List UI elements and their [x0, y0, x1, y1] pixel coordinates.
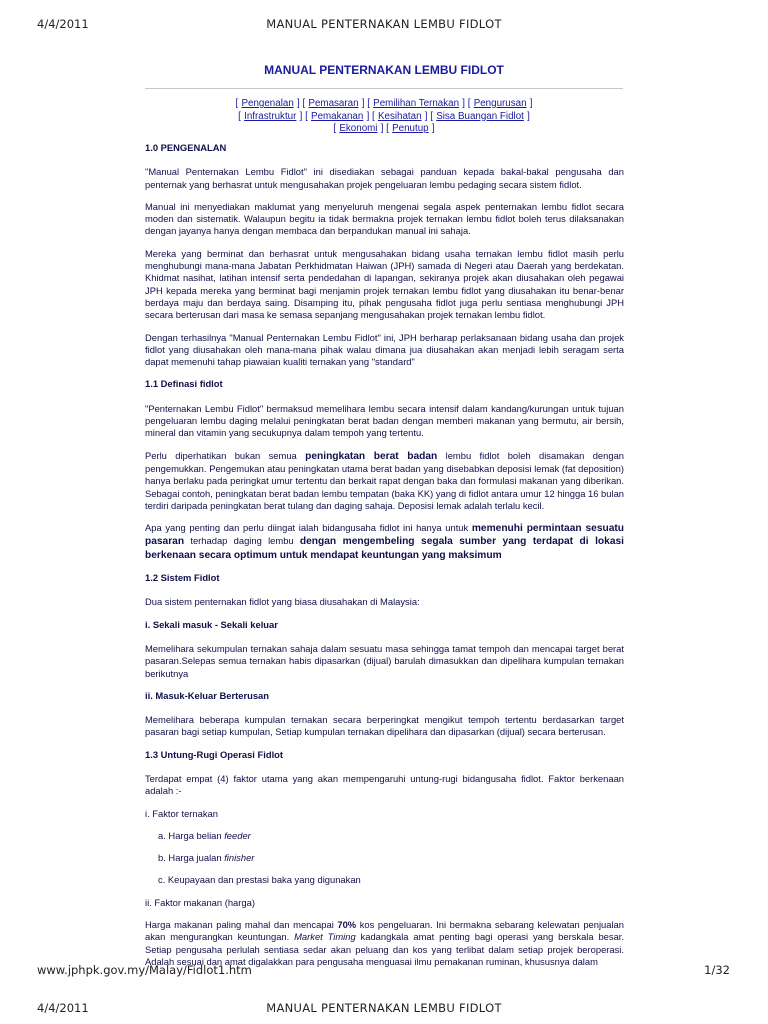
page-header [0, 14, 768, 34]
nav-link-pemilihan-ternakan[interactable]: Pemilihan Ternakan [373, 98, 460, 109]
paragraph: Dua sistem penternakan fidlot yang biasa diusahakan di Malaysia: [145, 596, 420, 608]
paragraph: Perlu diperhatikan bukan semua peningkatan berat badan lembu fidlot boleh disamakan dengan pengemukkan. Pengemukan atau peningkatan utama berat badan yang disebabkan deposisi lemak (fat deposition) hanya berlaku pada peringkat umur tertentu dan berkait rapat dengan baka dan formulasi makanan yang diberikan. Sebagai contoh, peningkatan berat badan lembu tempatan (baka KK) yang di fidlot antara umur 12 hingga 16 bulan terdiri daripada peningkatan berat tulang dan daging sahaja. Deposisi lemak adalah terlalu kecil. [145, 449, 624, 511]
paragraph: Harga makanan paling mahal dan mencapai 70% kos pengeluaran. Ini bermakna sebarang kelewatan penjualan akan mengurangkan keuntungan. Market Timing kadangkala amat penting bagi operasi yang berskala besar. Setiap pengusaha perlulah sentiasa sedar akan peluang dan kos yang terlibat dalam setiap projek beroperasi. Adalah sesuai dan amat digalakkan para pengusaha menguasai ilmu pemakanan ruminan, khususnya dalam [145, 919, 625, 967]
paragraph: Memelihara sekumpulan ternakan sahaja dalam sesuatu masa sehingga tamat tempoh dan mencapai target berat pasaran.Selepas semua ternakan habis dipasarkan (dijual) barulah dimasukkan dan dipelihara kumpulan ternakan berikutnya [145, 642, 624, 679]
nav-link-penutup[interactable]: Penutup [392, 123, 429, 134]
nav-link-pengenalan[interactable]: Pengenalan [241, 98, 294, 109]
list-item: c. Keupayaan dan prestasi baka yang digunakan [158, 874, 361, 886]
nav-row-1: [ Pengenalan ] [ Pemasaran ] [ Pemilihan Ternakan ] [ Pengurusan ] [235, 98, 533, 109]
list-item: ii. Faktor makanan (harga) [145, 896, 255, 908]
page-number: 1/32 [704, 963, 730, 977]
nav-link-pemakanan[interactable]: Pemakanan [311, 110, 364, 122]
title-divider [145, 88, 623, 89]
nav-link-sisa-buangan-fidlot[interactable]: Sisa Buangan Fidlot [436, 110, 524, 122]
paragraph: Terdapat empat (4) faktor utama yang akan mempengaruhi untung-rugi bidangusaha fidlot. Faktor berkenaan adalah :- [145, 772, 624, 797]
paragraph: Apa yang penting dan perlu diingat ialah bidangusaha fidlot ini hanya untuk memenuhi permintaan sesuatu pasaran terhadap daging lembu dengan mengembeling segala sumber yang terdapat di lokasi berkenaan secara optimum untuk mendapat keuntungan yang maksimum [145, 522, 624, 561]
nav-link-pengurusan[interactable]: Pengurusan [473, 98, 527, 109]
paragraph: Mereka yang berminat dan berhasrat untuk mengusahakan bidang usaha ternakan lembu fidlot masih perlu menghubungi mana-mana Jabatan Perkhidmatan Haiwan (JPH) samada di Negeri atau Daerah yang berdekatan. Khidmat nasihat, latihan intensif serta pendedahan di lapangan, sekiranya projek akan diusahakan oleh pegawai JPH kepada mereka yang berminat bagi menjamin projek ternakan lembu fidlot yang diusahakan itu benar-benar berdaya maju dan berdaya saing. Disamping itu, pihak pengusaha fidlot juga perlu sentiasa menghubungi JPH secara berterusan dari masa ke semasa sepanjang mengusahakan projek ternakan lembu fidlot. [145, 247, 624, 321]
list-item: a. Harga belian feeder [158, 829, 251, 841]
subheading: i. Sekali masuk - Sekali keluar [145, 618, 278, 630]
nav-link-pemasaran[interactable]: Pemasaran [308, 98, 359, 109]
header-title: MANUAL PENTERNAKAN LEMBU FIDLOT [266, 1001, 502, 1015]
list-item: b. Harga jualan finisher [158, 852, 255, 864]
paragraph: Memelihara beberapa kumpulan ternakan secara berperingkat mengikut tempoh tertentu berdasarkan target pasaran bagi setiap kumpulan, Setiap kumpulan ternakan dipelihara dan dipasarkan (dijual) secara berterusan. [145, 714, 624, 738]
next-page-header [0, 998, 768, 1018]
nav-row-3: [ Ekonomi ] [ Penutup ] [333, 123, 435, 134]
paragraph: Dengan terhasilnya "Manual Penternakan Lembu Fidlot" ini, JPH berharap perlaksanaan bidang usaha dan projek fidlot yang diusahakan oleh mana-mana pihak walau dimana jua diusahakan akan menjadi lebih seragam serta dapat memenuhi tahap piawaian kualiti ternakan yang "standard" [145, 331, 624, 368]
main-content [145, 142, 624, 978]
paragraph: "Penternakan Lembu Fidlot" bermaksud memelihara lembu secara intensif dalam kandang/kurungan untuk tujuan pengeluaran lembu daging melalui peningkatan berat badan dengan memberi makanan yang bermutu, air bersih, mineral dan vitamin yang secukupnya dalam tempoh yang tertentu. [145, 402, 624, 439]
section-heading-1-3: 1.3 Untung-Rugi Operasi Fidlot [145, 748, 284, 760]
nav-row-2: [ Infrastruktur ] [ Pemakanan ] [ Kesihatan ] [ Sisa Buangan Fidlot ] [238, 110, 530, 122]
document-title: MANUAL PENTERNAKAN LEMBU FIDLOT [264, 63, 504, 77]
nav-link-kesihatan[interactable]: Kesihatan [377, 110, 422, 122]
emphasis: peningkatan berat badan [305, 450, 438, 462]
footer-url: www.jphpk.gov.my/Malay/Fidlot1.htm [37, 963, 252, 977]
nav-link-infrastruktur[interactable]: Infrastruktur [244, 110, 297, 122]
header-date: 4/4/2011 [37, 1001, 89, 1015]
section-nav [0, 98, 768, 136]
nav-link-ekonomi[interactable]: Ekonomi [339, 123, 378, 134]
section-heading-1-2: 1.2 Sistem Fidlot [145, 572, 220, 584]
header-date: 4/4/2011 [37, 17, 89, 31]
paragraph: Manual ini menyediakan maklumat yang menyeluruh mengenai segala aspek penternakan lembu fidlot secara moden dan sistematik. Walaupun begitu ia tidak bermakna projek ternakan lembu fidlot boleh terus dilaksanakan dengan jayanya hanya dengan membaca dan berpandukan manual ini sahaja. [145, 200, 624, 237]
header-title: MANUAL PENTERNAKAN LEMBU FIDLOT [266, 17, 502, 31]
emphasis: dengan mengembeling segala sumber yang terdapat di lokasi berkenaan secara optimum untuk mendapat keuntungan yang maksimum [145, 536, 624, 561]
list-item: i. Faktor ternakan [145, 807, 218, 819]
subheading: ii. Masuk-Keluar Berterusan [145, 689, 269, 701]
paragraph: "Manual Penternakan Lembu Fidlot" ini disediakan sebagai panduan kepada bakal-bakal pengusaha dan penternak yang berhasrat untuk mengusahakan projek pengeluaran lembu pedaging secara sistem fidlot. [145, 166, 624, 190]
section-heading-1-1: 1.1 Definasi fidlot [145, 378, 223, 390]
section-heading-1-0: 1.0 PENGENALAN [145, 142, 227, 153]
emphasis: memenuhi permintaan sesuatu pasaran [145, 523, 624, 548]
